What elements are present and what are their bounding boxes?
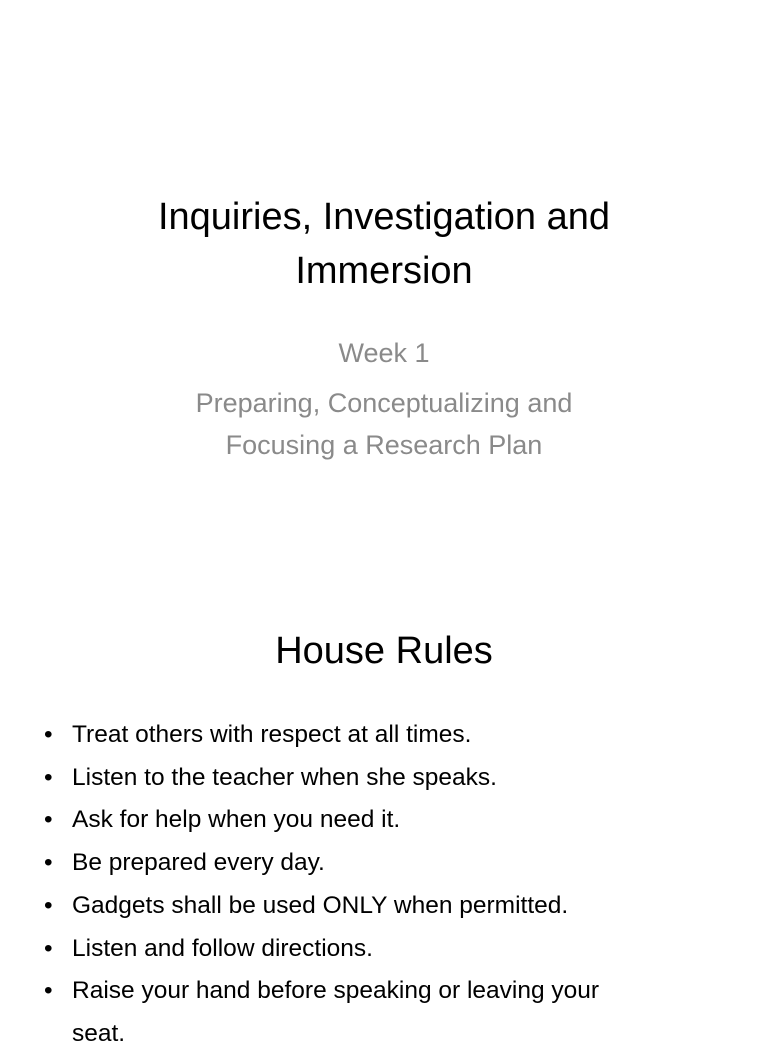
rule-text: Ask for help when you need it.	[72, 806, 401, 834]
bullet-icon: •	[44, 763, 53, 791]
list-item	[40, 714, 740, 757]
rules-list	[40, 714, 740, 1056]
bullet-icon: •	[44, 977, 53, 1005]
week-label: Week 1	[338, 338, 430, 368]
rule-text: seat.	[72, 1019, 126, 1047]
bullet-icon: •	[44, 849, 53, 877]
subtitle-line: Preparing, Conceptualizing and	[195, 388, 573, 418]
slide-title	[0, 190, 768, 298]
list-item	[40, 928, 740, 971]
title-line: Immersion	[295, 250, 473, 292]
list-item	[40, 970, 740, 1013]
rule-text: Be prepared every day.	[72, 849, 325, 877]
rule-text: Gadgets shall be used ONLY when permitted.	[72, 891, 569, 919]
list-item	[40, 842, 740, 885]
list-item-continuation	[40, 1013, 740, 1056]
title-line: Inquiries, Investigation and	[157, 196, 611, 238]
list-item	[40, 799, 740, 842]
subtitle-line: Focusing a Research Plan	[225, 430, 543, 460]
bullet-icon: •	[44, 891, 53, 919]
slide-subtitle	[0, 334, 768, 466]
rule-text: Listen and follow directions.	[72, 934, 373, 962]
bullet-icon: •	[44, 721, 53, 748]
rule-text: Treat others with respect at all times.	[72, 721, 472, 748]
bullet-icon: •	[44, 934, 53, 962]
list-item	[40, 885, 740, 928]
bullet-icon: •	[44, 806, 53, 834]
list-item	[40, 757, 740, 800]
house-rules-heading: House Rules	[275, 630, 493, 672]
rule-text: Listen to the teacher when she speaks.	[72, 763, 497, 791]
rule-text: Raise your hand before speaking or leaving your	[72, 977, 600, 1005]
